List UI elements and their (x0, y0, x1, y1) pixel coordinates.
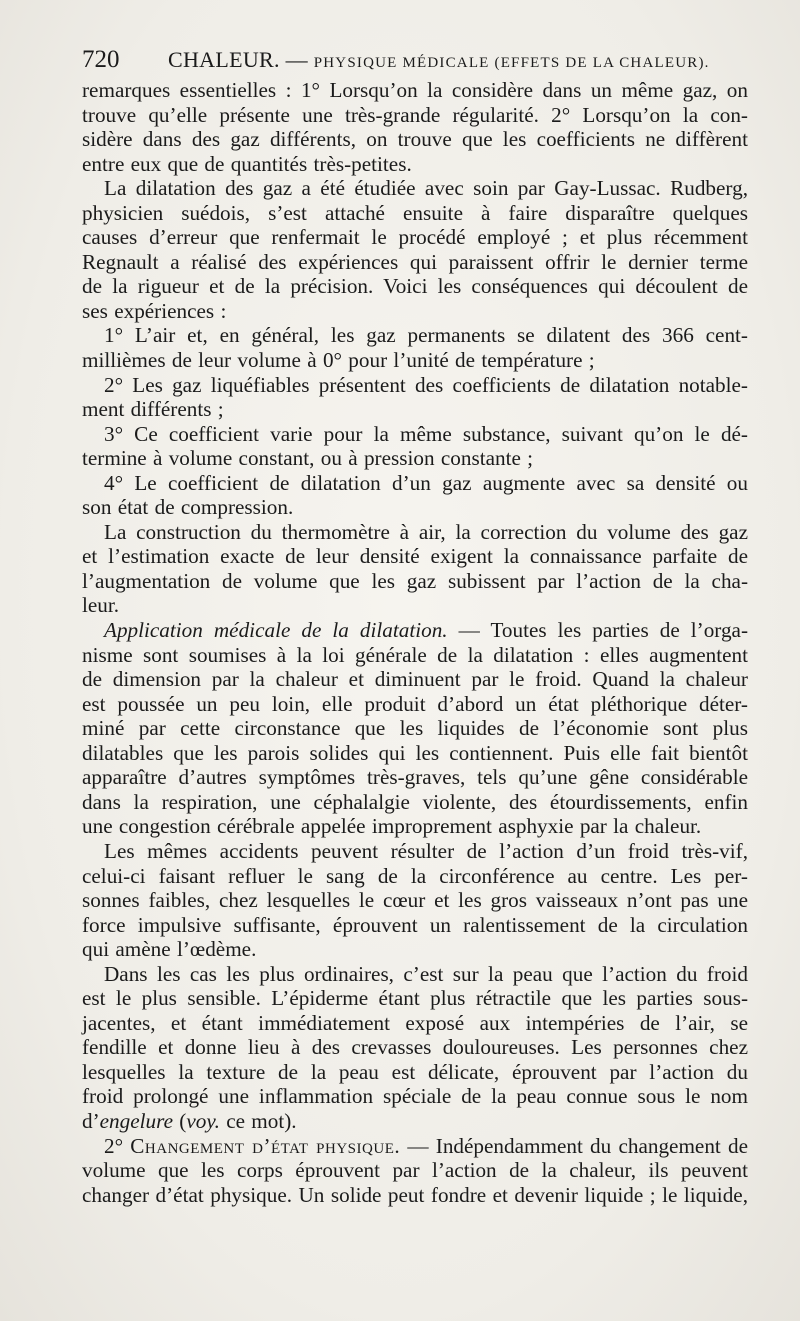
text-line: une congestion cérébrale appelée improprement asphyxie par la chaleur. (82, 814, 702, 839)
text-line: termine à volume constant, ou à pression constante ; (82, 446, 534, 471)
text-line: miné par cette circonstance que les liquides de l’économie sont plus (82, 716, 748, 741)
text-line: 4° Le coefficient de dilatation d’un gaz augmente avec sa densité ou (104, 470, 748, 495)
text-line: millièmes de leur volume à 0° pour l’unité de température ; (82, 348, 595, 373)
text-line: physicien suédois, s’est attaché ensuite à faire disparaître quelques (82, 200, 748, 225)
text-line: fendille et donne lieu à des crevasses douloureuses. Les personnes chez (82, 1035, 748, 1060)
text-line: ment différents ; (82, 397, 224, 422)
application-heading: Application médicale de la dilatation. (104, 618, 448, 643)
text-line: La construction du thermomètre à air, la correction du volume des gaz (104, 519, 748, 544)
text-line: 3° Ce coefficient varie pour la même substance, suivant qu’on le dé- (104, 421, 748, 446)
text-line-engelure (82, 1109, 748, 1134)
text-line: qui amène l’œdème. (82, 937, 257, 962)
running-title (168, 40, 710, 83)
running-header (82, 40, 752, 80)
text-line: nisme sont soumises à la loi générale de la dilatation : elles augmentent (82, 642, 748, 667)
text-line: sidère dans des gaz différents, on trouve que les coefficients ne diffèrent (82, 127, 748, 152)
running-subtitle: PHYSIQUE MÉDICALE (EFFETS DE LA CHALEUR). (313, 55, 710, 71)
text-span: d’ (82, 1108, 100, 1133)
section-line-changement (82, 1134, 748, 1159)
text-line: leur. (82, 593, 120, 618)
text-span: — Indépendamment du changement de (407, 1133, 749, 1158)
text-line: jacentes, et étant immédiatement exposé aux intempéries de l’air, se (82, 1010, 748, 1035)
text-line: est le plus sensible. L’épiderme étant plus rétractile que les parties sous- (82, 986, 748, 1011)
text-line: 2° Les gaz liquéfiables présentent des coefficients de dilatation notable- (104, 372, 748, 397)
text-line: Regnault a réalisé des expériences qui paraissent offrir le dernier terme (82, 249, 748, 274)
text-line: celui-ci faisant refluer le sang de la circonférence au centre. Les per- (82, 863, 748, 888)
section-line-application (82, 618, 748, 643)
text-line: est poussée un peu loin, elle produit d’abord un état pléthorique déter- (82, 691, 748, 716)
text-line: l’augmentation de volume que les gaz subissent par l’action de la cha- (82, 568, 748, 593)
text-line: Les mêmes accidents peuvent résulter de l’action d’un froid très-vif, (104, 838, 748, 863)
text-line: causes d’erreur que renfermait le procédé employé ; et plus récemment (82, 225, 748, 250)
running-title-dash: — (285, 47, 308, 72)
text-span: — Toutes les parties de l’orga- (458, 618, 749, 643)
text-line: froid prolongé une inflammation spéciale de la peau connue sous le nom (82, 1084, 748, 1109)
text-line: volume que les corps éprouvent par l’action de la chaleur, ils peuvent (82, 1158, 748, 1183)
text-line: La dilatation des gaz a été étudiée avec soin par Gay-Lussac. Rudberg, (104, 176, 748, 201)
text-span: ce mot). (226, 1108, 297, 1133)
text-line: lesquelles la texture de la peau est délicate, éprouvent par l’action du (82, 1059, 748, 1084)
text-line: dans la respiration, une céphalalgie violente, des étourdissements, enfin (82, 789, 748, 814)
text-line: et l’estimation exacte de leur densité exigent la connaissance parfaite de (82, 544, 748, 569)
section-heading: Changement d’état physique. (130, 1133, 401, 1158)
text-line: de la rigueur et de la précision. Voici les conséquences qui découlent de (82, 274, 748, 299)
text-line: sonnes faibles, chez lesquelles le cœur et les gros vaisseaux n’ont pas une (82, 888, 748, 913)
text-line: changer d’état physique. Un solide peut fondre et devenir liquide ; le liquide, (82, 1182, 748, 1207)
text-line: de dimension par la chaleur et diminuent par le froid. Quand la chaleur (82, 667, 748, 692)
text-line: apparaître d’autres symptômes très-graves, tels qu’une gêne considérable (82, 765, 748, 790)
section-number: 2° (104, 1133, 124, 1158)
text-span: ( (179, 1108, 187, 1133)
text-line: ses expériences : (82, 298, 227, 323)
text-line: entre eux que de quantités très-petites. (82, 151, 412, 176)
text-line: dilatables que les parois solides qui les contiennent. Puis elle fait bientôt (82, 740, 748, 765)
running-title-word: CHALEUR. (168, 47, 280, 72)
text-line: Dans les cas les plus ordinaires, c’est sur la peau que l’action du froid (104, 961, 748, 986)
text-line: 1° L’air et, en général, les gaz permanents se dilatent des 366 cent- (104, 323, 748, 348)
text-line: son état de compression. (82, 495, 294, 520)
page-number: 720 (82, 46, 120, 73)
body-text (82, 78, 748, 1207)
text-line: force impulsive suffisante, éprouvent un ralentissement de la circulation (82, 912, 748, 937)
engelure-term: engelure (99, 1108, 173, 1133)
voy-abbrev: voy. (186, 1108, 220, 1133)
text-line: remarques essentielles : 1° Lorsqu’on la considère dans un même gaz, on (82, 78, 748, 102)
text-line: trouve qu’elle présente une très-grande régularité. 2° Lorsqu’on la con- (82, 102, 748, 127)
